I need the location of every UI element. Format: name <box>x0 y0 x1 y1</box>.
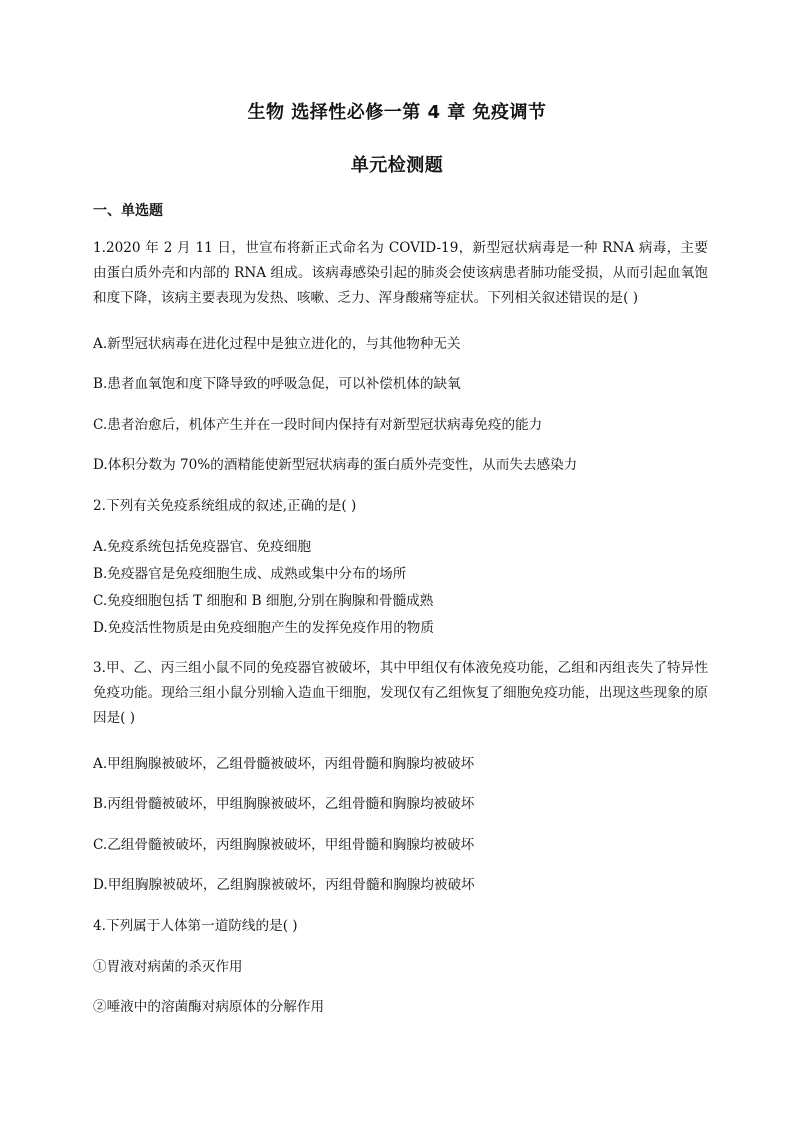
question-2-option-d: D.免疫活性物质是由免疫细胞产生的发挥免疫作用的物质 <box>93 620 434 636</box>
question-3-stem: 3.甲、乙、丙三组小鼠不同的免疫器官被破坏，其中甲组仅有体液免疫功能，乙组和丙组丧失了特异性免疫功能。现给三组小鼠分别输入造血干细胞，发现仅有乙组恢复了细胞免疫功能，出现这些现象的原因是( ) <box>93 660 708 726</box>
question-4-stem: 4.下列属于人体第一道防线的是( ) <box>93 918 298 934</box>
question-3-option-c: C.乙组骨髓被破坏，丙组胸腺被破坏，甲组骨髓和胸腺均被破坏 <box>93 837 475 853</box>
question-4-item-2: ②唾液中的溶菌酶对病原体的分解作用 <box>93 999 325 1015</box>
document-subtitle: 单元检测题 <box>350 155 444 176</box>
question-1-option-c: C.患者治愈后，机体产生并在一段时间内保持有对新型冠状病毒免疫的能力 <box>93 417 543 433</box>
question-1-option-b: B.患者血氧饱和度下降导致的呼吸急促，可以补偿机体的缺氧 <box>93 376 461 392</box>
document-title: 生物 选择性必修一第 4 章 免疫调节 <box>247 102 547 123</box>
question-1-option-a: A.新型冠状病毒在进化过程中是独立进化的，与其他物种无关 <box>93 336 461 352</box>
question-4-item-1: ①胃液对病菌的杀灭作用 <box>93 959 243 975</box>
question-2-option-a: A.免疫系统包括免疫器官、免疫细胞 <box>93 539 312 555</box>
question-3-option-a: A.甲组胸腺被破坏，乙组骨髓被破坏，丙组骨髓和胸腺均被破坏 <box>93 756 475 772</box>
question-1-option-d: D.体积分数为 70%的酒精能使新型冠状病毒的蛋白质外壳变性，从而失去感染力 <box>93 457 578 473</box>
question-1-stem: 1.2020 年 2 月 11 日，世宣布将新正式命名为 COVID-19，新型冠状病毒是一种 RNA 病毒，主要由蛋白质外壳和内部的 RNA 组成。该病毒感染引起的肺炎会使该病患者肺功能受损，从而引起血氧饱和度下降，该病主要表现为发热、咳嗽、乏力、浑身酸痛等症状。下列相关叙述错误的是( ) <box>93 240 708 306</box>
question-2-option-c: C.免疫细胞包括 T 细胞和 B 细胞,分别在胸腺和骨髓成熟 <box>93 593 434 609</box>
question-2-option-b: B.免疫器官是免疫细胞生成、成熟或集中分布的场所 <box>93 566 407 582</box>
question-2-stem: 2.下列有关免疫系统组成的叙述,正确的是( ) <box>93 498 357 514</box>
question-3-option-d: D.甲组胸腺被破坏，乙组胸腺被破坏，丙组骨髓和胸腺均被破坏 <box>93 877 475 893</box>
question-3-option-b: B.丙组骨髓被破坏，甲组胸腺被破坏，乙组骨髓和胸腺均被破坏 <box>93 796 475 812</box>
section-heading: 一、单选题 <box>93 203 163 219</box>
